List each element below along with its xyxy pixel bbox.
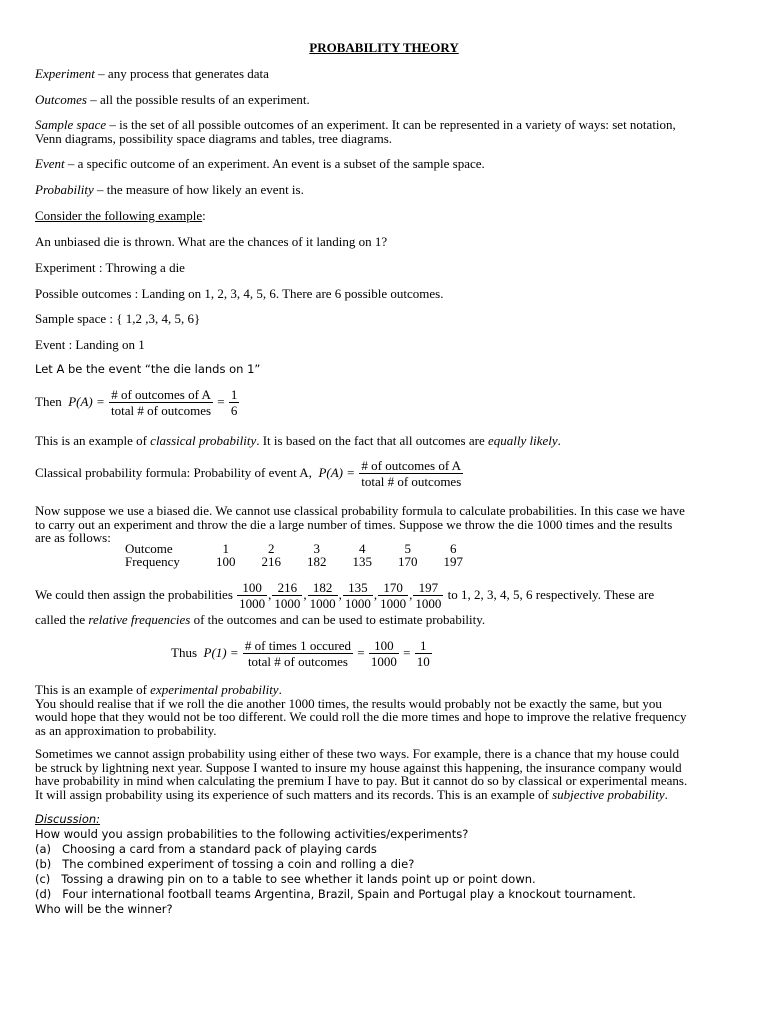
numerator: 197 [413,581,443,596]
denominator: 1000 [370,654,397,669]
term: Probability [35,182,94,197]
fraction-1-10 [415,639,432,669]
fraction-relative-frequency [413,581,443,611]
then-label: Then [35,393,62,409]
term: Experiment [35,66,95,81]
denominator: 1000 [380,596,407,611]
text: . [278,682,282,697]
example-question: An unbiased die is thrown. What are the chances of it landing on 1? [35,234,388,249]
line: are as follows: [35,530,111,545]
numerator: 182 [308,581,338,596]
p-of-a: P(A) = [318,464,355,480]
discussion-last-line: Who will be the winner? [35,902,173,916]
numerator: 1 [415,639,432,654]
p-of-a: P(A) = [68,393,105,409]
table-cell: 1 [222,541,229,556]
denominator: 1000 [274,596,301,611]
page-title: PROBABILITY THEORY [309,40,459,55]
fraction-relative-frequency [378,581,408,611]
classical-note [35,434,735,448]
term: Event [35,156,65,171]
example-outcomes: Possible outcomes : Landing on 1, 2, 3, 4, 5, 6. There are 6 possible outcomes. [35,286,444,301]
numerator: 170 [378,581,408,596]
text: We could then assign the probabilities [35,586,233,602]
table-cell: 135 [352,554,372,569]
subjective-paragraph [35,747,735,801]
colon: : [202,208,206,223]
definition-text: – the measure of how likely an event is. [93,182,304,197]
denominator: total # of outcomes [111,403,212,418]
numerator: # of outcomes of A [359,459,463,474]
list-item [35,842,377,856]
line: to carry out an experiment and throw the die a large number of times. Suppose we throw the die 1000 times and the results [35,516,673,532]
denominator: 6 [230,403,238,418]
frequency-table [125,542,476,568]
item-text: Tossing a drawing pin on to a table to see whether it lands point up or point down. [61,872,536,886]
discussion-heading: Discussion: [35,812,101,826]
table-row [125,555,476,568]
definition-outcomes [35,93,735,107]
line: have probability in mind when calculating the premium I have to pay. But it cannot do so by classical or experimental means. [35,773,688,788]
numerator: # of outcomes of A [109,388,213,403]
line: It will assign probability using its experience of such matters and its records. This is an example of [35,786,553,802]
example-sample-space: Sample space : { 1,2 ,3, 4, 5, 6} [35,311,201,326]
text: . [557,433,561,448]
numerator: 135 [343,581,373,596]
list-item [35,887,636,901]
fraction-one-sixth [229,388,240,418]
fraction-relative-frequency [237,581,267,611]
numerator: 1 [230,387,238,402]
table-cell: 216 [261,554,281,569]
table-cell: 2 [268,541,275,556]
equals: = [403,644,411,660]
example-let-a: Let A be the event “the die lands on 1” [35,362,261,376]
line: You should realise that if we roll the die another 1000 times, the results would probably not be exactly the same, but you [35,695,662,711]
classical-formula [35,459,464,489]
definition-text: – any process that generates data [94,66,269,81]
text: This is an example of [35,682,151,697]
table-cell: 6 [450,541,457,556]
item-text: The combined experiment of tossing a coin and rolling a die? [62,857,415,871]
text: . It is based on the fact that all outcomes are [256,433,488,448]
denominator: 1000 [309,596,336,611]
list-item [35,857,414,871]
denominator: 1000 [239,596,266,611]
p-of-1: P(1) = [203,644,239,660]
denominator: total # of outcomes [361,474,462,489]
fraction-relative-frequency [308,581,338,611]
numerator: 216 [272,581,302,596]
denominator: 1000 [415,596,442,611]
term: equally likely [487,433,558,448]
definition-sample-space [35,118,735,145]
text: . [664,786,668,802]
definition-experiment [35,67,735,81]
formula-then [35,388,240,418]
item-label: (b) [35,857,52,871]
thus-label: Thus [171,644,197,660]
denominator: 10 [416,654,430,669]
example-heading [35,209,735,223]
frequency-label: Frequency [125,554,180,569]
table-cell: 3 [313,541,320,556]
text: of the outcomes and can be used to estimate probability. [190,612,486,627]
text: to 1, 2, 3, 4, 5, 6 respectively. These are [447,586,655,602]
formula-thus [171,639,433,669]
outcome-label: Outcome [125,541,173,556]
definition-text-line2: Venn diagrams, possibility space diagrams and tables, tree diagrams. [35,130,393,146]
formula-label: Classical probability formula: Probability of event A, [35,464,312,480]
item-text: Four international football teams Argentina, Brazil, Spain and Portugal play a knockout tournament. [62,887,636,901]
term: experimental probability [150,682,279,697]
item-label: (d) [35,887,52,901]
table-cell: 182 [307,554,327,569]
fraction-outcomes-a [109,388,213,418]
discussion-section [35,812,735,917]
table-cell: 5 [404,541,411,556]
item-label: (a) [35,842,52,856]
fraction-times-occured [243,639,353,669]
denominator: total # of outcomes [247,654,348,669]
table-cell: 100 [216,554,236,569]
definition-probability [35,183,735,197]
line: would hope that they would not be too different. We could roll the die more times and hope to improve the relative frequency [35,709,687,724]
fraction-outcomes-a [359,459,463,489]
assign-probabilities: We could then assign the probabilities $\frac{100}{1000}$ , $\frac{216}{1000}$ , $\frac{182}{1000}$ , $\frac{135}{1000}$ , $\frac{170}{1000}$ , $\frac{197}{1000}$ to 1, 2, 3, 4, 5, 6 respectively. These are [35,580,655,611]
denominator: 1000 [344,596,371,611]
text: This is an example of [35,433,151,448]
table-cell: 4 [359,541,366,556]
definition-event [35,157,735,171]
term: subjective probability [552,786,665,802]
item-text: Choosing a card from a standard pack of playing cards [62,842,377,856]
fraction-relative-frequency [272,581,302,611]
fraction-relative-frequency [343,581,373,611]
line: Sometimes we cannot assign probability using either of these two ways. For example, there is a chance that my house could [35,746,680,761]
term: classical probability [150,433,257,448]
definition-text: – all the possible results of an experiment. [87,92,310,107]
discussion-question: How would you assign probabilities to the following activities/experiments? [35,827,469,841]
table-cell: 197 [443,554,463,569]
line: as an approximation to probability. [35,722,217,738]
definition-text: – is the set of all possible outcomes of an experiment. It can be represented in a variety of ways: set notation, [106,117,676,132]
experimental-paragraph [35,683,735,737]
term: Outcomes [35,92,87,107]
biased-paragraph [35,504,735,545]
text: called the [35,612,89,627]
item-label: (c) [35,872,51,886]
line: Now suppose we use a biased die. We cannot use classical probability formula to calculate probabilities. In this case we have [35,503,685,518]
example-event: Event : Landing on 1 [35,337,145,352]
line: be struck by lightning next year. Suppose I wanted to insure my house against this happening, the insurance company would [35,759,682,775]
equals: = [217,393,225,409]
numerator: 100 [369,639,399,654]
term: Sample space [35,117,107,132]
example-experiment: Experiment : Throwing a die [35,260,185,275]
table-cell: 170 [398,554,418,569]
term: relative frequencies [88,612,191,627]
list-item [35,872,536,886]
example-heading-text: Consider the following example [35,208,203,223]
numerator: # of times 1 occured [244,638,352,653]
definition-text: – a specific outcome of an experiment. An event is a subset of the sample space. [64,156,485,171]
relative-frequency-note [35,613,735,627]
numerator: 100 [237,581,267,596]
fraction-100-1000 [369,639,399,669]
equals: = [357,644,365,660]
